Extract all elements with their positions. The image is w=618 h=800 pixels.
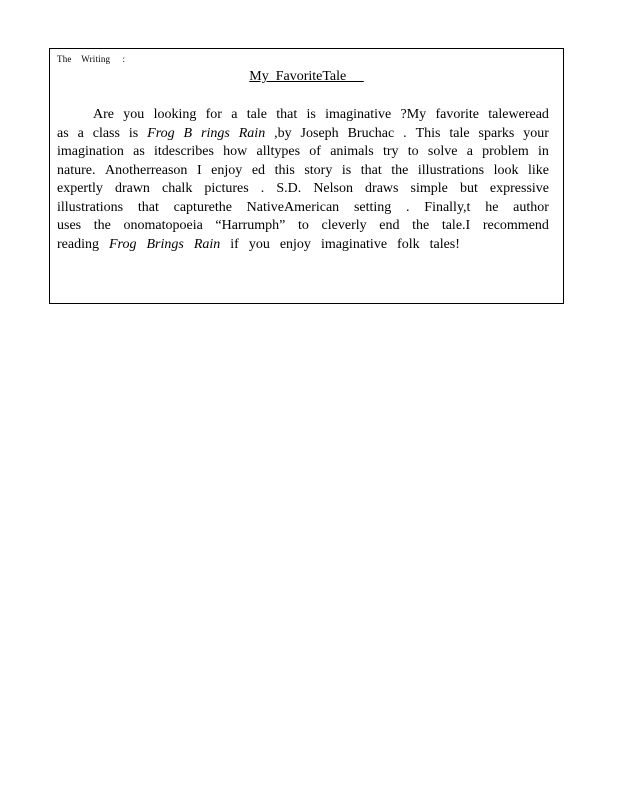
word: tale.I [441,218,471,233]
word: a [466,144,473,159]
word: class [92,126,120,141]
word: Are [93,107,114,122]
text-line [93,106,549,124]
word: uses [57,218,82,233]
text-line [57,217,549,235]
word: expertly [57,181,103,196]
book-title-word: B [183,126,193,141]
word: enjoy [211,163,243,178]
word: imaginative [320,237,388,252]
word: . [406,200,410,215]
word: pictures [204,181,249,196]
word: Finally,t [424,200,471,215]
book-title-word: Frog [108,237,137,252]
word: that [360,163,382,178]
word: try [382,144,399,159]
word: is [128,126,139,141]
essay-title-text: My FavoriteTale [249,69,364,84]
word: end [379,218,400,233]
book-title-word: Brings [146,237,184,252]
word: chalk [162,181,193,196]
word: your [523,126,549,141]
word: you [248,237,270,252]
word: reading [57,237,99,252]
book-title-word: Rain [193,237,221,252]
word: tale [246,107,267,122]
word: tale [449,126,470,141]
word: itdescribes [154,144,214,159]
word: to [407,144,419,159]
word: is [306,107,316,122]
word: expressive [489,181,549,196]
book-title-word: Rain [238,126,266,141]
word: imaginative [325,107,392,122]
word: illustrations [57,200,124,215]
word: the [93,218,111,233]
word: nature. [57,163,96,178]
word: that [137,200,159,215]
word: capturethe [173,200,232,215]
word: cleverly [321,218,367,233]
word: simple [410,181,448,196]
word: . [403,126,407,141]
section-heading: The Writing : [57,54,126,64]
word: onomatopoeia [123,218,203,233]
word: favorite [435,107,479,122]
word: S.D. [276,181,302,196]
word: if [230,237,239,252]
writing-box [49,48,564,304]
word: I [196,163,202,178]
word: Bruchac [347,126,395,141]
word: that [276,107,298,122]
word: tales! [429,237,460,252]
word: a [231,107,238,122]
word: drawn [114,181,150,196]
word: imagination [57,144,124,159]
text-line [57,143,549,161]
word: of [309,144,321,159]
word: look [493,163,519,178]
word: solve [427,144,458,159]
word: Nelson [313,181,353,196]
word: problem [482,144,529,159]
word: setting [353,200,392,215]
word: ?My [400,107,427,122]
word: animals [330,144,374,159]
word: ,by [274,126,292,141]
word: a [77,126,84,141]
word: this [274,163,295,178]
word: Anotherreason [105,163,188,178]
word: author [513,200,549,215]
book-title-word: Frog [147,126,175,141]
word: as [57,126,69,141]
essay-title [50,69,563,85]
word: for [205,107,222,122]
word: like [527,163,549,178]
word: but [459,181,478,196]
word: . [260,181,265,196]
word: you [123,107,145,122]
word: “Harrumph” [215,218,286,233]
word: recommend [482,218,549,233]
text-line [57,236,549,254]
word: taleweread [488,107,549,122]
book-title-word: rings [201,126,230,141]
word: alltypes [256,144,301,159]
word: illustrations [417,163,485,178]
word: to [298,218,309,233]
word: Joseph [300,126,339,141]
word: NativeAmerican [246,200,340,215]
word: looking [153,107,197,122]
word: in [538,144,549,159]
word: as [133,144,145,159]
word: he [485,200,499,215]
text-line [57,199,549,217]
text-line [57,162,549,180]
word: draws [365,181,399,196]
word: the [391,163,409,178]
word: enjoy [279,237,311,252]
word: is [341,163,352,178]
word: folk [397,237,420,252]
word: the [412,218,430,233]
word: ed [251,163,266,178]
word: how [223,144,248,159]
word: story [304,163,333,178]
word: sparks [478,126,515,141]
word: This [415,126,441,141]
text-line [57,180,549,198]
text-line [57,125,549,143]
